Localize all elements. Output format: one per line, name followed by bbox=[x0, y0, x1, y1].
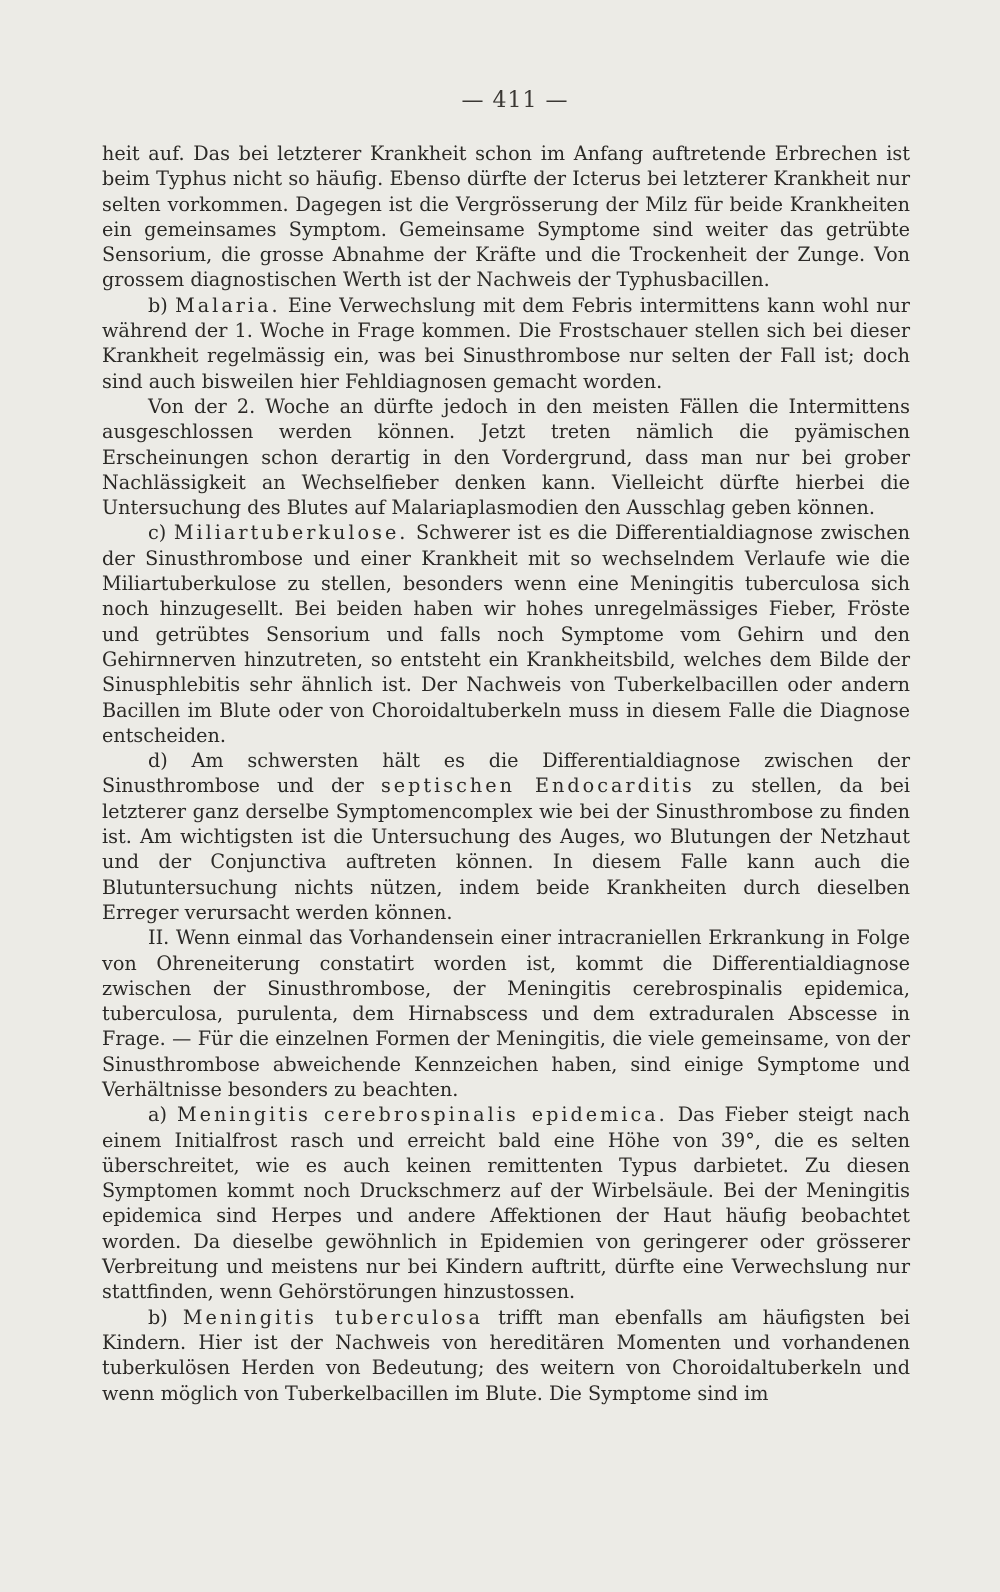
paragraph-text: trifft man ebenfalls am häufigsten bei Kindern. Hier ist der Nachweis von hereditären Momenten und vorhandenen tuberkulösen Herden von Bedeutung; des weitern von Choroidaltuberkeln und wenn möglich von Tuberkelbacillen im Blute. Die Symptome sind im bbox=[102, 1305, 911, 1405]
paragraph-text: a) bbox=[148, 1103, 177, 1127]
body-text bbox=[102, 141, 910, 1406]
spaced-heading-text: septischen Endocarditis bbox=[380, 774, 695, 798]
paragraph bbox=[102, 141, 910, 293]
page-number: — 411 — bbox=[461, 88, 569, 113]
paragraph-text: II. Wenn einmal das Vorhandensein einer intracraniellen Erkrankung in Folge von Ohreneiterung constatirt worden ist, kommt die Differentialdiagnose zwischen der Sinusthrombose, der Meningitis cerebrospinalis epidemica, tuberculosa, purulenta, dem Hirnabscess und dem extraduralen Abscesse in Frage. — Für die einzelnen Formen der Meningitis, die viele gemeinsame, von der Sinusthrombose abweichende Kennzeichen haben, sind einige Symptome und Verhältnisse besonders zu beachten. bbox=[102, 926, 910, 1101]
paragraph bbox=[102, 1305, 910, 1406]
paragraph-text: c) bbox=[148, 521, 174, 545]
paragraph-text: Von der 2. Woche an dürfte jedoch in den meisten Fällen die Intermittens ausgeschlossen werden können. Jetzt treten nämlich die pyämischen Erscheinungen schon derartig in den Vordergrund, dass man nur bei grober Nachlässigkeit an Wechselfieber denken kann. Vielleicht dürfte hierbei die Untersuchung des Blutes auf Malariaplasmodien den Ausschlag geben können. bbox=[102, 394, 910, 520]
paragraph bbox=[102, 394, 910, 520]
paragraph bbox=[102, 925, 910, 1102]
paragraph-text: heit auf. Das bei letzterer Krankheit schon im Anfang auftretende Erbrechen ist beim Typhus nicht so häufig. Ebenso dürfte der Icterus bei letzterer Krankheit nur selten vorkommen. Dagegen ist die Vergrösserung der Milz für beide Krankheiten ein gemeinsames Symptom. Gemeinsame Symptome sind weiter das getrübte Sensorium, die grosse Abnahme der Kräfte und die Trockenheit der Zunge. Von grossem diagnostischen Werth ist der Nachweis der Typhusbacillen. bbox=[102, 142, 910, 292]
paragraph bbox=[102, 293, 910, 394]
paragraph-text: Das Fieber steigt nach einem Initialfrost rasch und erreicht bald eine Höhe von 39°, die es selten überschreitet, wie es auch keinen remittenten Typus darbietet. Zu diesen Symptomen kommt noch Druckschmerz auf der Wirbelsäule. Bei der Meningitis epidemica sind Herpes und andere Affektionen der Haut häufig beobachtet worden. Da dieselbe gewöhnlich in Epidemien von geringerer oder grösserer Verbreitung und meistens nur bei Kindern auftritt, dürfte eine Verwechslung nur stattfinden, wenn Gehörstörungen hinzustossen. bbox=[102, 1103, 911, 1304]
paragraph-text: zu stellen, da bei letzterer ganz derselbe Symptomencomplex wie bei der Sinusthrombose zu finden ist. Am wichtigsten ist die Untersuchung des Auges, wo Blutungen der Netzhaut und der Conjunctiva auftreten können. In diesem Falle kann auch die Blutuntersuchung nichts nützen, indem beide Krankheiten durch dieselben Erreger verursacht werden können. bbox=[102, 774, 910, 924]
paragraph bbox=[102, 748, 910, 925]
paragraph-text: Schwerer ist es die Differentialdiagnose zwischen der Sinusthrombose und einer Krankheit mit so wechselndem Verlaufe wie die Miliartuberkulose zu stellen, besonders wenn eine Meningitis tuberculosa sich noch hinzugesellt. Bei beiden haben wir hohes unregelmässiges Fieber, Fröste und getrübtes Sensorium und falls noch Symptome vom Gehirn und den Gehirnnerven hinzutreten, so entsteht ein Krankheitsbild, welches dem Bilde der Sinusphlebitis sehr ähnlich ist. Der Nachweis von Tuberkelbacillen oder andern Bacillen im Blute oder von Choroidaltuberkeln muss in diesem Falle die Diagnose entscheiden. bbox=[102, 521, 910, 747]
paragraph-text: Eine Verwechslung mit dem Febris intermittens kann wohl nur während der 1. Woche in Frage kommen. Die Frostschauer stellen sich bei dieser Krankheit regelmässig ein, was bei Sinusthrombose nur selten der Fall ist; doch sind auch bisweilen hier Fehldiagnosen gemacht worden. bbox=[102, 293, 910, 393]
paragraph-text: d) Am schwersten hält es die Differentialdiagnose zwischen der Sinusthrombose und der bbox=[102, 749, 910, 798]
paragraph-text: b) bbox=[148, 293, 176, 317]
spaced-heading-text: Miliartuberkulose. bbox=[173, 521, 409, 545]
paragraph bbox=[102, 1102, 910, 1304]
spaced-heading-text: Malaria. bbox=[175, 293, 281, 317]
spaced-heading-text: Meningitis cerebrospinalis epidemica. bbox=[176, 1103, 668, 1127]
paragraph-text: b) bbox=[148, 1305, 183, 1329]
spaced-heading-text: Meningitis tuberculosa bbox=[182, 1305, 483, 1329]
paragraph bbox=[102, 520, 910, 748]
